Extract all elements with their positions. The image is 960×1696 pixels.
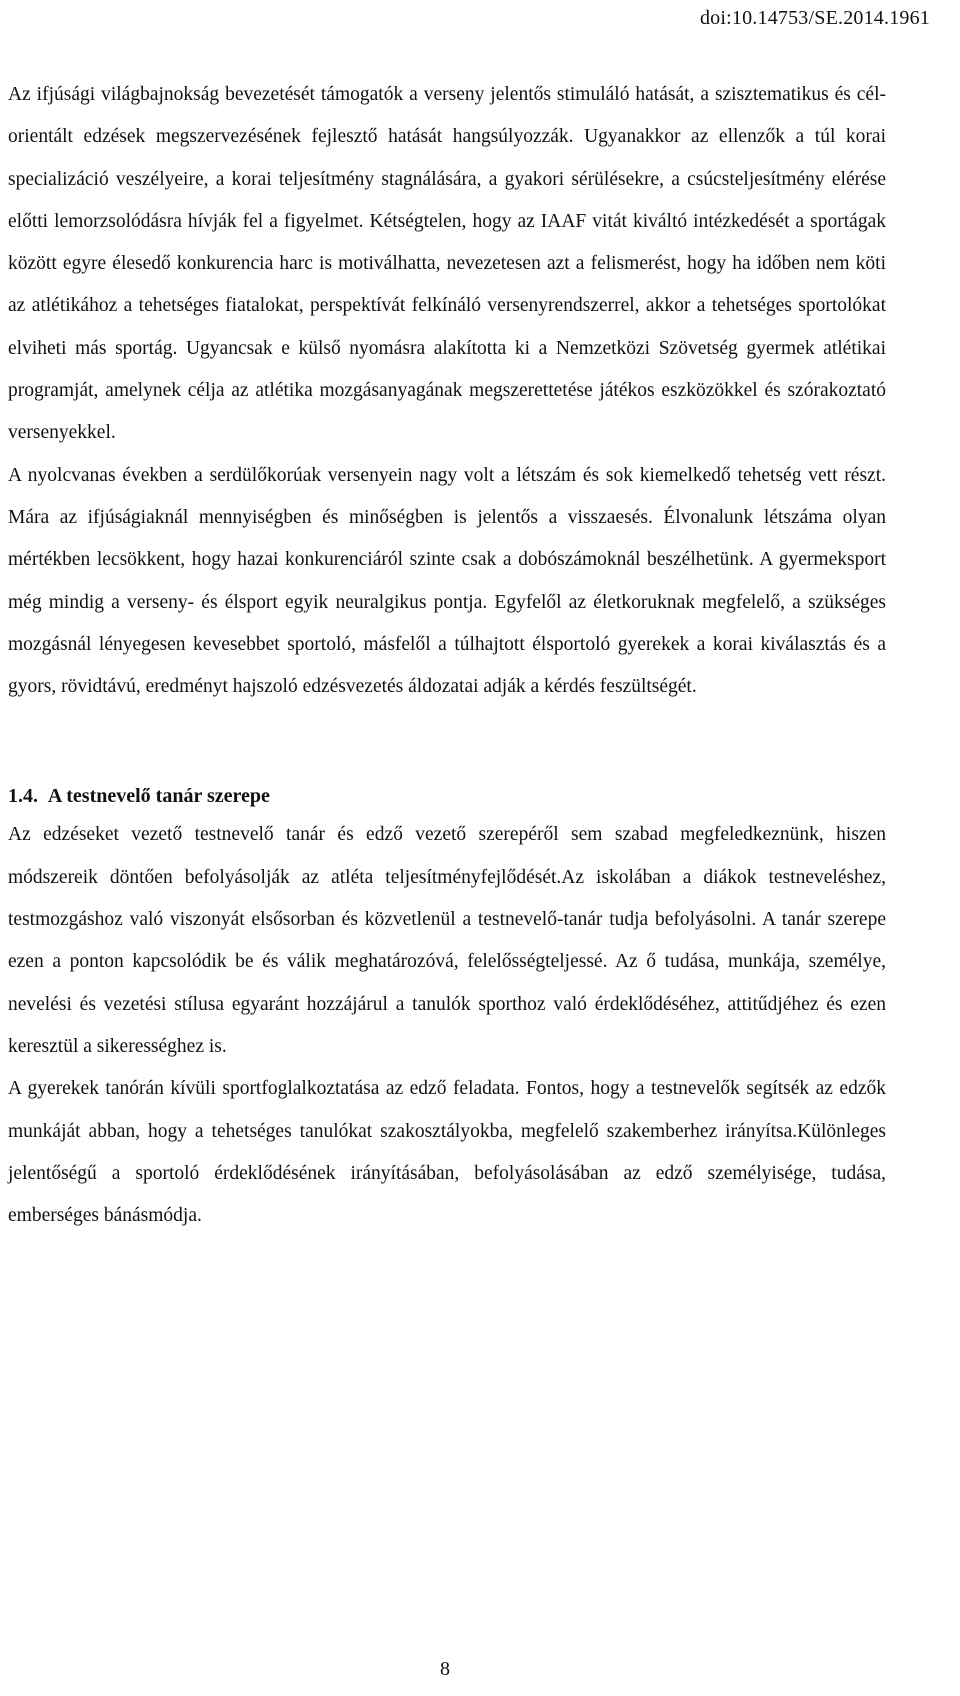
section-heading [8, 778, 886, 814]
section-number: 1.4. [8, 785, 38, 808]
paragraph-gyerekek: A gyerekek tanórán kívüli sportfoglalkoztatása az edző feladata. Fontos, hogy a testnevelők segítsék az edzők munkáját abban, hogy a tehetséges tanulókat szakosztályokba, megfelelő szakemberhez irányítsa.Különleges jelentőségű a sportoló érdeklődésének irányításában, befolyásolásában az edző személyisége, tudása, emberséges bánásmódja. [8, 1078, 886, 1227]
paragraph-edzeseket: Az edzéseket vezető testnevelő tanár és edző vezető szerepéről sem szabad megfeledkeznünk, hiszen módszereik döntően befolyásolják az atléta teljesítményfejlődését.Az iskolában a diákok testneveléshez, testmozgáshoz való viszonyát elsősorban és közvetlenül a testnevelő-tanár tudja befolyásolni. A tanár szerepe ezen a ponton kapcsolódik be és válik meghatározóvá, felelősségteljessé. Az ő tudása, munkája, személye, nevelési és vezetési stílusa egyaránt hozzájárul a tanulók sporthoz való érdeklődéséhez, attitűdjéhez és ezen keresztül a sikerességhez is. [8, 824, 886, 1057]
section-title: A testnevelő tanár szerepe [47, 785, 270, 808]
doi-header: doi:10.14753/SE.2014.1961 [699, 7, 930, 29]
page-content [8, 74, 886, 1237]
paragraph-ifjusagi: Az ifjúsági világbajnokság bevezetését támogatók a verseny jelentős stimuláló hatását, a szisztematikus és cél-orientált edzések megszervezésének fejlesztő hatását hangsúlyozzák. Ugyanakkor az ellenzők a túl korai specializáció veszélyeire, a korai teljesítmény stagnálására, a gyakori sérülésekre, a csúcsteljesítmény elérése előtti lemorzsolódásra hívják fel a figyelmet. Kétségtelen, hogy az IAAF vitát kiváltó intézkedését a sportágak között egyre élesedő konkurencia harc is motiválhatta, nevezetesen azt a felismerést, hogy ha időben nem köti az atlétikához a tehetséges fiatalokat, perspektívát felkínáló versenyrendszerrel, akkor a tehetséges sportolókat elviheti más sportág. Ugyancsak e külső nyomásra alakította ki a Nemzetközi Szövetség gyermek atlétikai programját, amelynek célja az atlétika mozgásanyagának megszerettetése játékos eszközökkel és szórakoztató versenyekkel. [8, 84, 886, 444]
paragraph-nyolcvanas: A nyolcvanas években a serdülőkorúak versenyein nagy volt a létszám és sok kiemelkedő tehetség vett részt. Mára az ifjúságiaknál mennyiségben és minőségben is jelentős a visszaesés. Élvonalunk létszáma olyan mértékben lecsökkent, hogy hazai konkurenciáról szinte csak a dobószámoknál beszélhetünk. A gyermeksport még mindig a verseny- és élsport egyik neuralgikus pontja. Egyfelől az életkoruknak megfelelő, a szükséges mozgásnál lényegesen kevesebbet sportoló, másfelől a túlhajtott élsportoló gyerekek a korai kiválasztás és a gyors, rövidtávú, eredményt hajszoló edzésvezetés áldozatai adják a kérdés feszültségét. [8, 464, 886, 698]
page-number: 8 [440, 1658, 450, 1680]
